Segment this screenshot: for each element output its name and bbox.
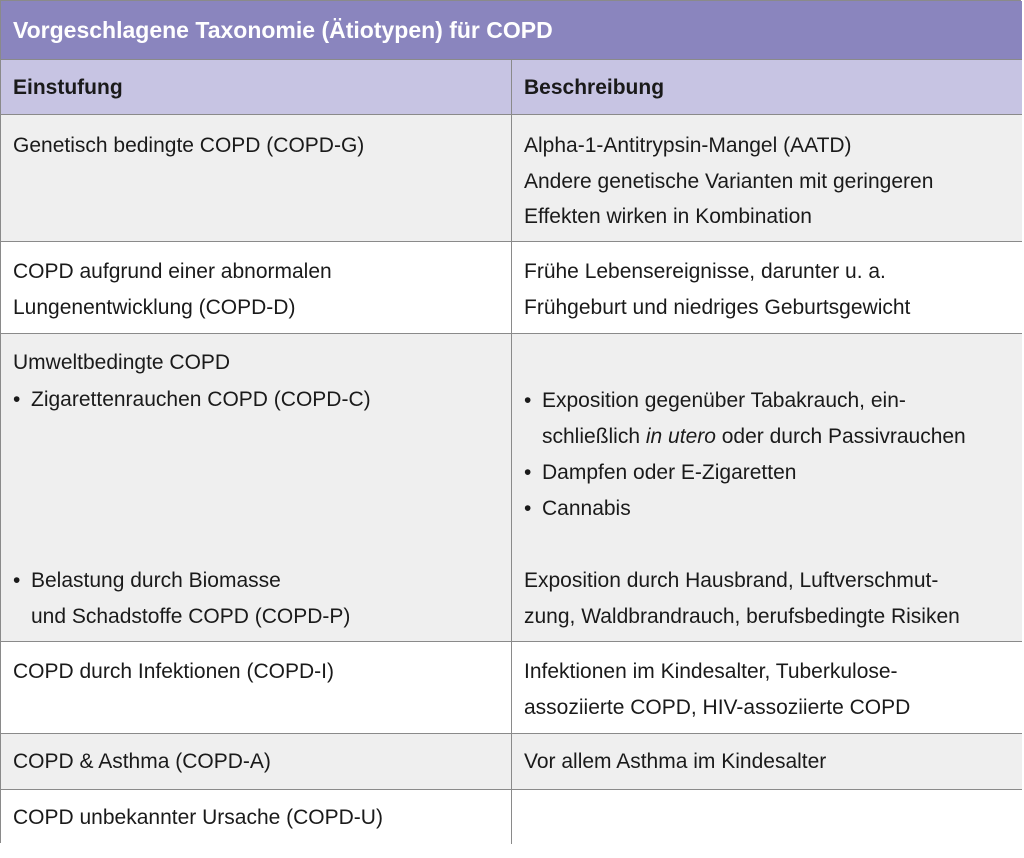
table-row-copd-a bbox=[1, 734, 1022, 790]
cell-text: Dampfen oder E-Zigaretten bbox=[542, 461, 797, 484]
cell-beschreibung-empty bbox=[512, 790, 1022, 844]
cell-text: Lungenentwicklung (COPD-D) bbox=[13, 296, 296, 319]
cell-beschreibung bbox=[512, 242, 1022, 333]
cell-text-mixed bbox=[542, 423, 966, 451]
italic-text: in utero bbox=[645, 425, 716, 448]
cell-text: Frühgeburt und niedriges Geburtsgewicht bbox=[524, 296, 911, 319]
cell-einstufung bbox=[1, 115, 512, 241]
bullet-marker: • bbox=[524, 389, 532, 412]
table-row-copd-g bbox=[1, 115, 1022, 242]
cell-text: assoziierte COPD, HIV-assoziierte COPD bbox=[524, 696, 911, 719]
cell-heading: Umweltbedingte COPD bbox=[13, 351, 231, 374]
cell-text: Exposition gegenüber Tabakrauch, ein- bbox=[542, 389, 906, 412]
table-row-copd-d bbox=[1, 242, 1022, 334]
table-row-copd-u bbox=[1, 790, 1022, 844]
table-title: Vorgeschlagene Taxonomie (Ätiotypen) für COPD bbox=[1, 1, 1022, 59]
cell-text: Zigarettenrauchen COPD (COPD-C) bbox=[31, 388, 371, 411]
cell-text: Vor allem Asthma im Kindesalter bbox=[524, 750, 827, 773]
bullet-marker: • bbox=[13, 569, 21, 592]
cell-text: Frühe Lebensereignisse, darunter u. a. bbox=[524, 260, 886, 283]
cell-beschreibung bbox=[512, 334, 1022, 641]
cell-einstufung bbox=[1, 242, 512, 333]
cell-text: Exposition durch Hausbrand, Luftverschmut- bbox=[524, 569, 939, 592]
cell-text: Cannabis bbox=[542, 497, 631, 520]
cell-text: Belastung durch Biomasse bbox=[31, 569, 281, 592]
bullet-marker: • bbox=[524, 461, 532, 484]
cell-text: zung, Waldbrandrauch, berufsbedingte Risiken bbox=[524, 605, 960, 628]
cell-text: Genetisch bedingte COPD (COPD-G) bbox=[13, 134, 365, 157]
cell-text: COPD aufgrund einer abnormalen bbox=[13, 260, 332, 283]
cell-text: Andere genetische Varianten mit geringeren bbox=[524, 170, 934, 193]
cell-text: COPD durch Infektionen (COPD-I) bbox=[13, 660, 334, 683]
cell-text: Infektionen im Kindesalter, Tuberkulose- bbox=[524, 660, 898, 683]
cell-einstufung bbox=[1, 790, 512, 844]
text-run: schließlich bbox=[542, 425, 646, 448]
table-row-copd-i bbox=[1, 642, 1022, 734]
header-einstufung: Einstufung bbox=[1, 60, 512, 114]
table-header-row bbox=[1, 59, 1022, 115]
cell-text: Alpha-1-Antitrypsin-Mangel (AATD) bbox=[524, 134, 852, 157]
cell-einstufung bbox=[1, 334, 512, 641]
text-run: oder durch Passivrauchen bbox=[715, 425, 966, 448]
bullet-marker: • bbox=[524, 497, 532, 520]
bullet-marker: • bbox=[13, 388, 21, 411]
cell-text: COPD unbekannter Ursache (COPD-U) bbox=[13, 806, 383, 829]
cell-text: Effekten wirken in Kombination bbox=[524, 205, 812, 228]
cell-beschreibung bbox=[512, 734, 1022, 789]
header-beschreibung: Beschreibung bbox=[524, 76, 665, 99]
cell-text: COPD & Asthma (COPD-A) bbox=[13, 750, 271, 773]
cell-text: und Schadstoffe COPD (COPD-P) bbox=[31, 605, 351, 628]
cell-einstufung bbox=[1, 734, 512, 789]
cell-einstufung bbox=[1, 642, 512, 733]
cell-beschreibung bbox=[512, 642, 1022, 733]
cell-beschreibung bbox=[512, 115, 1022, 241]
table-row-umweltbedingt bbox=[1, 334, 1022, 642]
